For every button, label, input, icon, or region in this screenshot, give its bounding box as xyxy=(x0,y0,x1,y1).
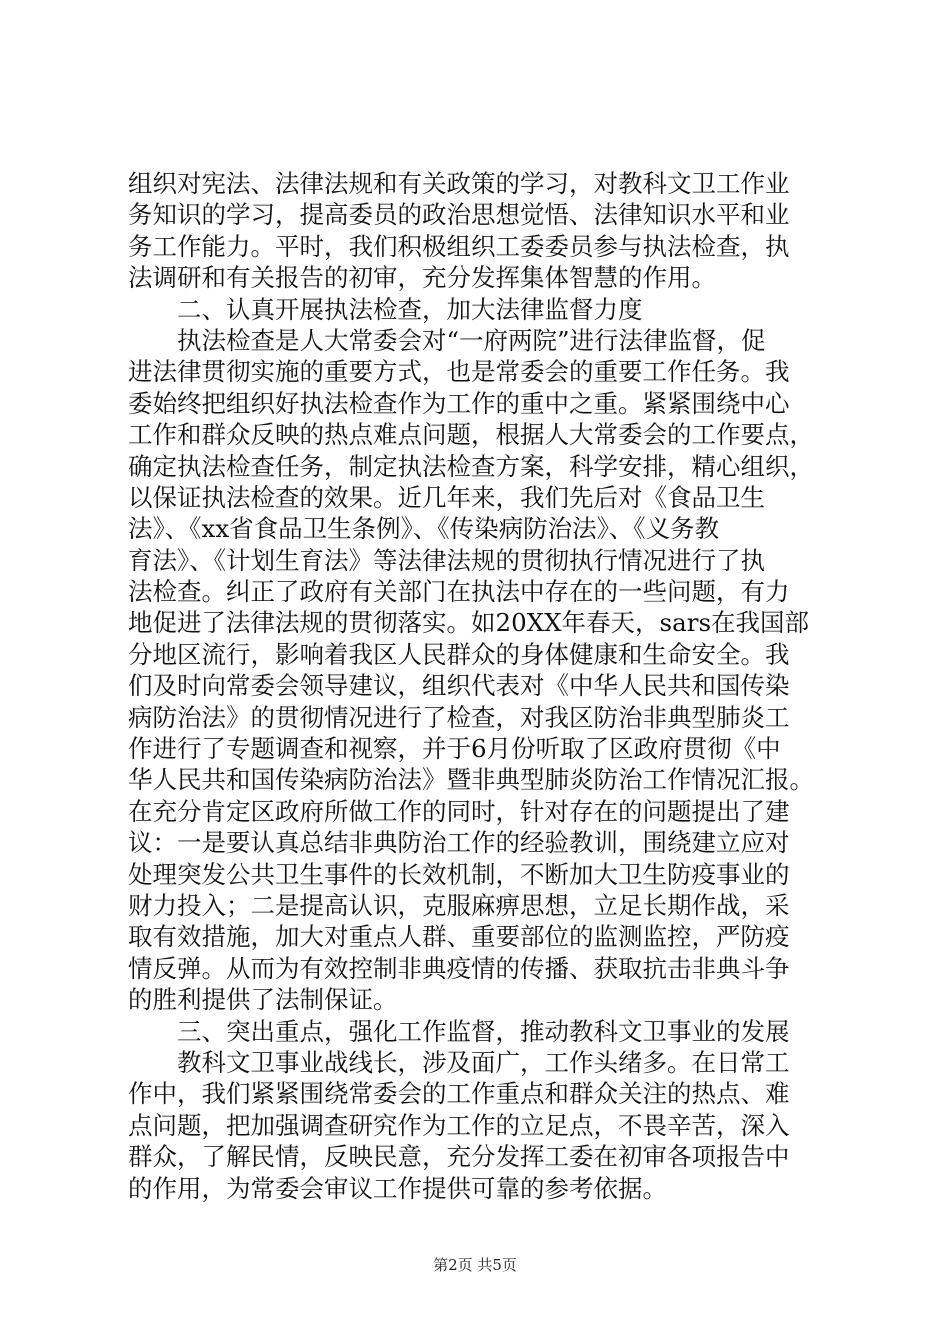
text-line: 议：一是要认真总结非典防治工作的经验教训，围绕建立应对 xyxy=(128,828,790,858)
text-line: 的胜利提供了法制保证。 xyxy=(128,985,398,1015)
text-line: 确定执法检查任务，制定执法检查方案，科学安排，精心组织， xyxy=(128,451,814,481)
section-heading: 三、突出重点，强化工作监督，推动教科文卫事业的发展 xyxy=(128,1016,790,1046)
text-line: 地促进了法律法规的贯彻落实。如20XX年春天，sars在我国部 xyxy=(128,608,810,638)
text-line: 作中，我们紧紧围绕常委会的工作重点和群众关注的热点、难 xyxy=(128,1079,790,1109)
text-line: 进法律贯彻实施的重要方式，也是常委会的重要工作任务。我 xyxy=(128,357,790,387)
text-line: 点问题，把加强调查研究作为工作的立足点，不畏辛苦，深入 xyxy=(128,1110,790,1140)
text-line: 取有效措施，加大对重点人群、重要部位的监测监控，严防疫 xyxy=(128,922,790,952)
text-line: 情反弹。从而为有效控制非典疫情的传播、获取抗击非典斗争 xyxy=(128,953,790,983)
text-line: 群众，了解民情，反映民意，充分发挥工委在初审各项报告中 xyxy=(128,1142,790,1172)
text-line: 教科文卫事业战线长，涉及面广，工作头绪多。在日常工 xyxy=(128,1047,790,1077)
text-line: 们及时向常委会领导建议，组织代表对《中华人民共和国传染 xyxy=(128,671,790,701)
text-line: 组织对宪法、法律法规和有关政策的学习，对教科文卫工作业 xyxy=(128,169,790,198)
text-line: 法》、《xx省食品卫生条例》、《传染病防治法》、《义务教 xyxy=(128,514,720,544)
text-line: 工作和群众反映的热点难点问题，根据人大常委会的工作要点， xyxy=(128,420,814,450)
page-number-label: 第2页 共5页 xyxy=(433,1256,517,1274)
text-line: 分地区流行，影响着我区人民群众的身体健康和生命安全。我 xyxy=(128,639,790,669)
text-line: 法调研和有关报告的初审，充分发挥集体智慧的作用。 xyxy=(128,263,716,293)
text-line: 华人民共和国传染病防治法》暨非典型肺炎防治工作情况汇报。 xyxy=(128,765,814,795)
text-line: 执法检查是人大常委会对“一府两院”进行法律监督，促 xyxy=(128,325,766,355)
text-line: 务知识的学习，提高委员的政治思想觉悟、法律知识水平和业 xyxy=(128,200,790,230)
section-heading: 二、认真开展执法检查，加大法律监督力度 xyxy=(128,294,643,324)
text-line: 以保证执法检查的效果。近几年来，我们先后对《食品卫生 xyxy=(128,482,765,512)
text-line: 法检查。纠正了政府有关部门在执法中存在的一些问题，有力 xyxy=(128,577,790,607)
body-text xyxy=(128,168,848,1204)
text-line: 财力投入；二是提高认识，克服麻痹思想，立足长期作战，采 xyxy=(128,890,790,920)
page-footer xyxy=(0,1255,950,1275)
text-line: 的作用，为常委会审议工作提供可靠的参考依据。 xyxy=(128,1173,667,1203)
text-line: 委始终把组织好执法检查作为工作的重中之重。紧紧围绕中心 xyxy=(128,388,790,418)
text-line: 作进行了专题调查和视察，并于6月份听取了区政府贯彻《中 xyxy=(128,734,781,764)
text-line: 在充分肯定区政府所做工作的同时，针对存在的问题提出了建 xyxy=(128,796,790,826)
text-line: 病防治法》的贯彻情况进行了检查，对我区防治非典型肺炎工 xyxy=(128,702,790,732)
text-line: 育法》、《计划生育法》等法律法规的贯彻执行情况进行了执 xyxy=(128,545,765,575)
text-line: 处理突发公共卫生事件的长效机制，不断加大卫生防疫事业的 xyxy=(128,859,790,889)
text-line: 务工作能力。平时，我们积极组织工委委员参与执法检查，执 xyxy=(128,231,790,261)
